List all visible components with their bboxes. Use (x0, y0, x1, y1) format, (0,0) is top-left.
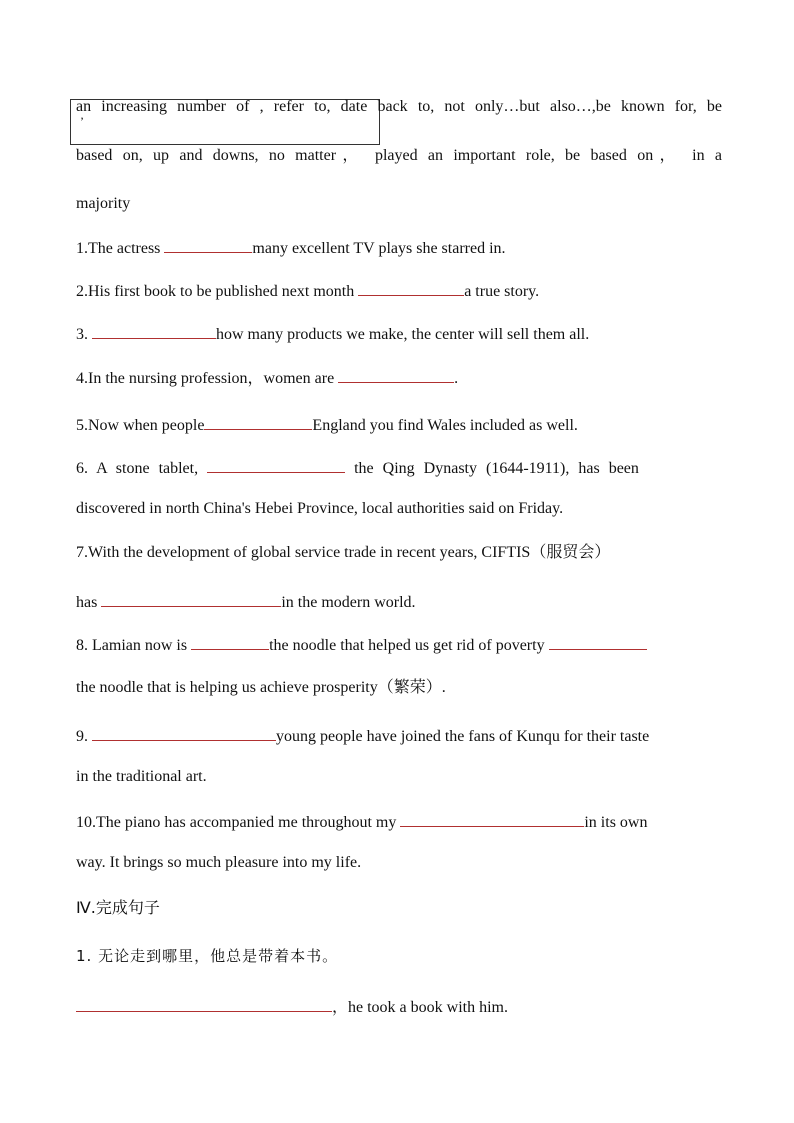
section-item-1-prompt: 1. 无论走到哪里，他总是带着本书。 (76, 947, 339, 965)
answer-blank-section-1[interactable] (76, 995, 332, 1012)
question-2-text-a: 2.His first book to be published next month (76, 283, 359, 300)
section-item-1-answer (76, 995, 722, 1018)
question-10-text-b: in its own (584, 814, 648, 831)
question-6-text-a: 6. A stone tablet, (76, 460, 208, 477)
question-9-text-a: 9. (76, 728, 92, 745)
word-bank-line-3: majority (76, 195, 131, 212)
question-1-text-a: 1.The actress (76, 240, 165, 257)
answer-blank-3[interactable] (92, 322, 216, 339)
question-9-text-b: young people have joined the fans of Kunqu for their taste (276, 728, 650, 745)
question-9-continued: in the traditional art. (76, 768, 207, 785)
question-8-continued: the noodle that is helping us achieve prosperity（繁荣）. (76, 679, 446, 696)
question-2-text-b: a true story. (464, 283, 540, 300)
answer-blank-5[interactable] (204, 413, 312, 430)
question-4 (76, 366, 722, 389)
answer-blank-2[interactable] (358, 279, 464, 296)
question-6-continued: discovered in north China's Hebei Province, local authorities said on Friday. (76, 500, 564, 517)
question-10-continued: way. It brings so much pleasure into my life. (76, 854, 362, 871)
answer-blank-4[interactable] (338, 366, 454, 383)
question-10-text-a: 10.The piano has accompanied me throughout my (76, 814, 401, 831)
question-7-continued (76, 590, 722, 613)
word-bank-line-2: based on, up and downs, no matter， played an important role, be based on， in a (76, 147, 722, 164)
question-6 (76, 456, 722, 479)
question-8 (76, 633, 722, 656)
question-5-text-b: England you find Wales included as well. (312, 417, 578, 434)
answer-blank-6[interactable] (207, 456, 345, 473)
question-1-text-b: many excellent TV plays she starred in. (252, 240, 506, 257)
question-3-text-b: how many products we make, the center will sell them all. (216, 326, 590, 343)
question-3 (76, 322, 722, 345)
question-8-text-a: 8. Lamian now is (76, 637, 192, 654)
question-9 (76, 724, 722, 747)
question-2 (76, 279, 722, 302)
answer-blank-10[interactable] (400, 810, 584, 827)
question-7-text-b: in the modern world. (281, 594, 416, 611)
answer-blank-7[interactable] (101, 590, 281, 607)
question-5-text-a: 5.Now when people (76, 417, 205, 434)
answer-blank-1[interactable] (164, 236, 252, 253)
word-bank-mark: ’ (80, 114, 84, 128)
question-3-text-a: 3. (76, 326, 92, 343)
question-4-text-a: 4.In the nursing profession，women are (76, 370, 339, 387)
answer-blank-9[interactable] (92, 724, 276, 741)
section-heading: Ⅳ.完成句子 (76, 898, 160, 917)
word-bank-line-1: an increasing number of , refer to, date back to, not only…but also…,be known for, be (76, 98, 722, 115)
question-5 (76, 413, 722, 436)
question-8-text-b: the noodle that helped us get rid of poverty (269, 637, 549, 654)
question-10 (76, 810, 722, 833)
question-1 (76, 236, 722, 259)
section-item-1-tail: ，he took a book with him. (332, 999, 508, 1016)
answer-blank-8a[interactable] (191, 633, 269, 650)
question-7-text-a: has (76, 594, 102, 611)
question-4-text-b: . (454, 370, 459, 387)
answer-blank-8b[interactable] (549, 633, 647, 650)
question-6-text-b: the Qing Dynasty (1644-1911), has been (345, 460, 639, 477)
question-7: 7.With the development of global service trade in recent years, CIFTIS（服贸会） (76, 544, 611, 561)
